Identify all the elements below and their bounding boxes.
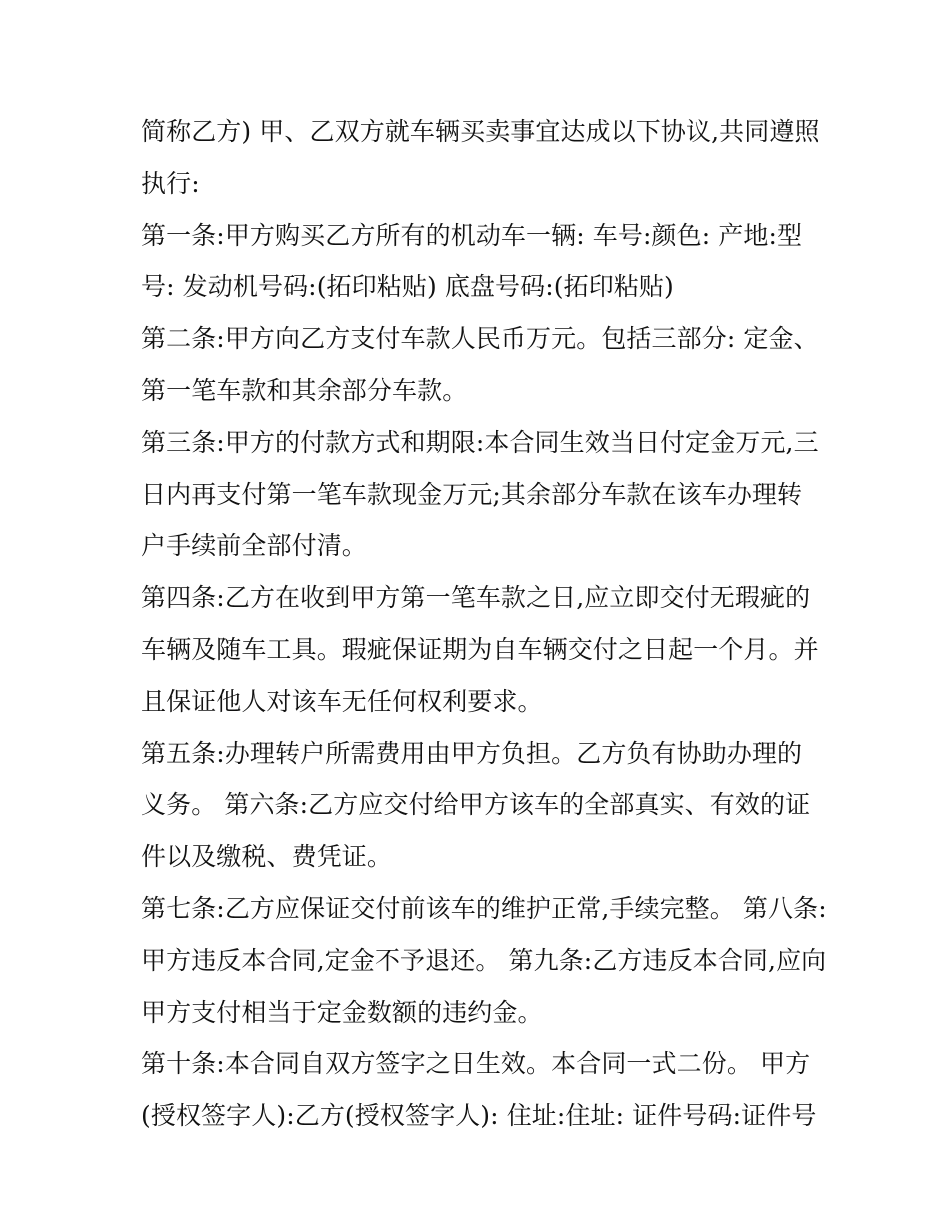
text-line: 日内再支付第一笔车款现金万元;其余部分车款在该车办理转 [141,479,803,509]
text-line: 且保证他人对该车无任何权利要求。 [141,686,543,716]
text-line: 甲方支付相当于定金数额的违约金。 [141,997,543,1027]
contract-text [141,106,831,1142]
text-line: 车辆及随车工具。瑕疵保证期为自车辆交付之日起一个月。并 [141,634,819,664]
text-line: 甲方违反本合同,定金不予退还。 第九条:乙方违反本合同,应向 [141,945,827,975]
text-line: 第十条:本合同自双方签字之日生效。本合同一式二份。 甲方 [141,1049,811,1079]
text-line: 执行: [141,168,200,198]
text-line: 号: 发动机号码:(拓印粘贴) 底盘号码:(拓印粘贴) [141,272,674,302]
text-line: 第四条:乙方在收到甲方第一笔车款之日,应立即交付无瑕疵的 [141,583,811,613]
text-line: 第三条:甲方的付款方式和期限:本合同生效当日付定金万元,三 [141,427,819,457]
text-line: 第一笔车款和其余部分车款。 [141,375,468,405]
text-line: 户手续前全部付清。 [141,531,367,561]
text-line: 件以及缴税、费凭证。 [141,842,393,872]
text-line: 义务。 第六条:乙方应交付给甲方该车的全部真实、有效的证 [141,790,811,820]
text-line: (授权签字人):乙方(授权签字人): 住址:住址: 证件号码:证件号 [141,1101,817,1131]
text-line: 第七条:乙方应保证交付前该车的维护正常,手续完整。 第八条: [141,893,827,923]
text-line: 第二条:甲方向乙方支付车款人民币万元。包括三部分: 定金、 [141,324,819,354]
text-line: 第一条:甲方购买乙方所有的机动车一辆: 车号:颜色: 产地:型 [141,220,803,250]
text-line: 第五条:办理转户所需费用由甲方负担。乙方负有协助办理的 [141,738,803,768]
text-line: 简称乙方) 甲、乙双方就车辆买卖事宜达成以下协议,共同遵照 [141,117,820,146]
